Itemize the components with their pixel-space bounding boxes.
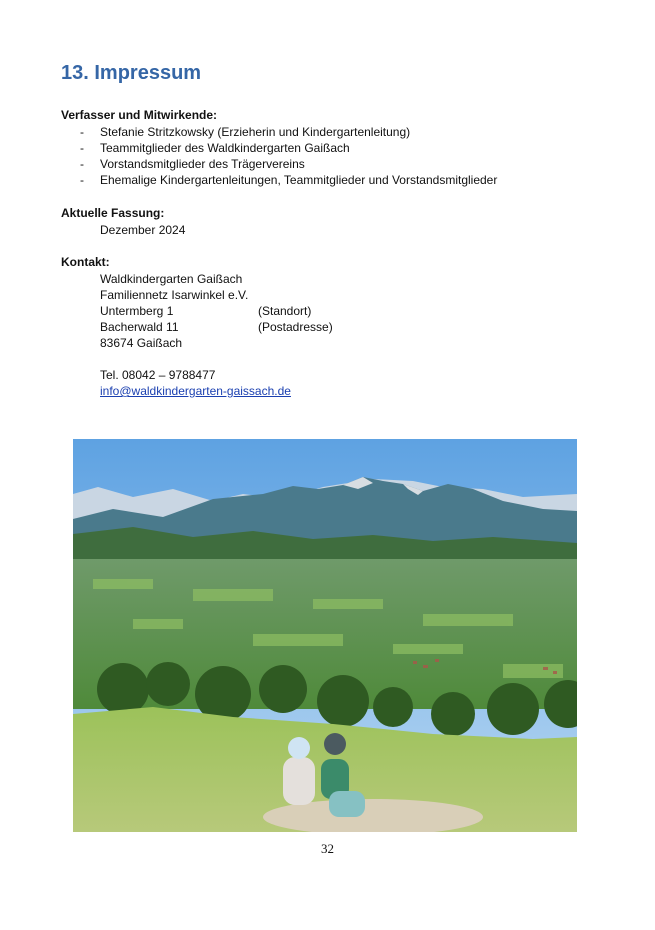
address-line-1	[100, 303, 312, 319]
list-item: - Vorstandsmitglieder des Trägervereins	[80, 157, 305, 171]
address-note: (Standort)	[258, 304, 312, 318]
email-link[interactable]: info@waldkindergarten-gaissach.de	[100, 384, 291, 398]
list-item: - Teammitglieder des Waldkindergarten Gaißach	[80, 141, 350, 155]
authors-label: Verfasser und Mitwirkende:	[61, 108, 218, 122]
postal-note: (Postadresse)	[258, 320, 333, 334]
author-item: Teammitglieder des Waldkindergarten Gaißach	[100, 141, 350, 155]
landscape-photo	[73, 439, 577, 832]
version-label: Aktuelle Fassung:	[61, 206, 165, 220]
contact-name: Waldkindergarten Gaißach	[100, 272, 243, 286]
address-line-2	[100, 319, 333, 335]
list-item: - Stefanie Stritzkowsky (Erzieherin und Kindergartenleitung)	[80, 125, 411, 139]
contact-city: 83674 Gaißach	[100, 336, 183, 350]
page-heading: 13. Impressum	[61, 62, 202, 84]
authors-list	[80, 124, 497, 188]
contact-block	[100, 271, 333, 399]
postal-street: Bacherwald 11	[100, 320, 179, 334]
author-item: Vorstandsmitglieder des Trägervereins	[100, 157, 305, 171]
contact-label: Kontakt:	[61, 255, 110, 269]
version-value: Dezember 2024	[100, 223, 186, 237]
author-item: Stefanie Stritzkowsky (Erzieherin und Kindergartenleitung)	[100, 125, 411, 139]
page-number: 32	[321, 841, 334, 856]
contact-org: Familiennetz Isarwinkel e.V.	[100, 288, 249, 302]
author-item: Ehemalige Kindergartenleitungen, Teammitglieder und Vorstandsmitglieder	[100, 173, 498, 187]
address-street: Untermberg 1	[100, 304, 174, 318]
contact-phone: Tel. 08042 – 9788477	[100, 368, 216, 382]
list-item: - Ehemalige Kindergartenleitungen, Teammitglieder und Vorstandsmitglieder	[80, 173, 498, 187]
